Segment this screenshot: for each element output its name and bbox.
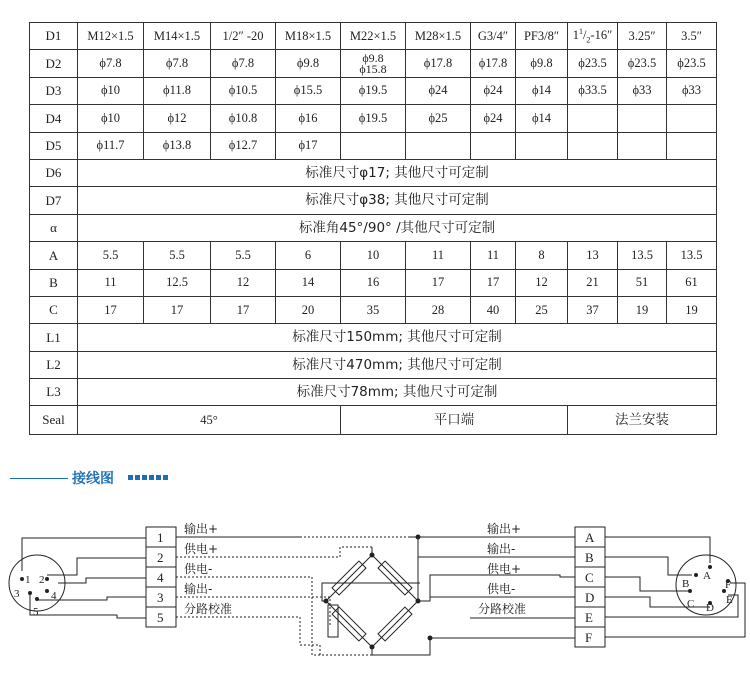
- cell: M12×1.5: [78, 23, 144, 50]
- cell: ϕ16: [276, 105, 341, 132]
- cell: ϕ10.5: [211, 77, 276, 104]
- right-terminal-letter: C: [585, 570, 594, 585]
- wire: [58, 578, 146, 583]
- row-alpha: [30, 214, 717, 241]
- cell: ϕ10: [78, 77, 144, 104]
- cell: ϕ12.7: [211, 132, 276, 159]
- cell: ϕ33: [618, 77, 667, 104]
- cell: 20: [276, 296, 341, 323]
- row-d6: [30, 159, 717, 186]
- cell: 12: [516, 269, 568, 296]
- cell: ϕ17: [276, 132, 341, 159]
- cell: 17: [471, 269, 516, 296]
- row-label: D7: [30, 187, 78, 214]
- right-pin-label: D: [706, 602, 714, 614]
- cell: ϕ11.7: [78, 132, 144, 159]
- cell: 17: [78, 296, 144, 323]
- cell: [618, 132, 667, 159]
- cell: G3/4″: [471, 23, 516, 50]
- cell: ϕ17.8: [406, 50, 471, 77]
- cell: [516, 132, 568, 159]
- right-terminal-letter: D: [585, 590, 595, 605]
- cell: M18×1.5: [276, 23, 341, 50]
- cell: ϕ24: [471, 105, 516, 132]
- row-l1: [30, 324, 717, 351]
- left-terminal-number: 1: [157, 530, 164, 545]
- seal-cell: 法兰安装: [568, 406, 717, 435]
- cell: 5.5: [211, 242, 276, 269]
- cell: 13.5: [618, 242, 667, 269]
- row-d3: [30, 77, 717, 104]
- cell: 6: [276, 242, 341, 269]
- cell: 3.5″: [667, 23, 717, 50]
- left-pin-label: 5: [33, 606, 39, 618]
- cell: ϕ25: [406, 105, 471, 132]
- cell: [667, 105, 717, 132]
- cell: ϕ9.8: [516, 50, 568, 77]
- left-pin-label: 3: [14, 588, 20, 600]
- right-pin-label: C: [687, 598, 695, 610]
- cell: ϕ12: [144, 105, 211, 132]
- right-signal-label: 供电+: [487, 562, 522, 576]
- cell: ϕ7.8: [78, 50, 144, 77]
- row-b: [30, 269, 717, 296]
- cell-fraction: $1^1/_2-16''$: [568, 23, 618, 50]
- cell: [341, 132, 406, 159]
- left-terminal-number: 3: [157, 590, 164, 605]
- cell: [568, 105, 618, 132]
- right-terminal-letter: E: [585, 610, 593, 625]
- right-signal-label: 输出-: [487, 542, 516, 556]
- cell: [406, 132, 471, 159]
- cell: ϕ33: [667, 77, 717, 104]
- row-label: D5: [30, 132, 78, 159]
- cell: M14×1.5: [144, 23, 211, 50]
- cell: ϕ14: [516, 105, 568, 132]
- cell: ϕ24: [471, 77, 516, 104]
- cell: 13.5: [667, 242, 717, 269]
- right-pin-label: F: [725, 579, 732, 591]
- cell: 5.5: [78, 242, 144, 269]
- right-pin-label: A: [703, 570, 711, 582]
- left-pin-label: 1: [25, 574, 31, 586]
- row-label: L3: [30, 379, 78, 406]
- row-label: D4: [30, 105, 78, 132]
- row-d1: [30, 23, 717, 50]
- left-signal-label: 供电-: [184, 562, 213, 576]
- cell: ϕ14: [516, 77, 568, 104]
- cell: 25: [516, 296, 568, 323]
- cell: [471, 132, 516, 159]
- frac-whole: 1: [572, 27, 579, 42]
- cell: ϕ7.8: [211, 50, 276, 77]
- header-rule: [10, 478, 68, 479]
- left-signal-label: 输出+: [184, 522, 219, 536]
- seal-cell: 平口端: [341, 406, 568, 435]
- note-cell: 标准尺寸φ17; 其他尺寸可定制: [78, 159, 717, 186]
- cell: ϕ23.5: [568, 50, 618, 77]
- cell: 14: [276, 269, 341, 296]
- seal-cell: 45°: [78, 406, 341, 435]
- cell: ϕ23.5: [618, 50, 667, 77]
- wiring-section-header: [10, 467, 260, 487]
- cell: 51: [618, 269, 667, 296]
- cell: ϕ9.8: [276, 50, 341, 77]
- cell: [618, 105, 667, 132]
- left-signal-label: 输出-: [184, 582, 213, 596]
- row-c: [30, 296, 717, 323]
- cell-stacked: [341, 50, 406, 77]
- row-label: D1: [30, 23, 78, 50]
- cell: ϕ7.8: [144, 50, 211, 77]
- stack-top: ϕ9.8: [362, 50, 384, 65]
- cell: [568, 132, 618, 159]
- cell: 3.25″: [618, 23, 667, 50]
- right-signal-label: 输出+: [487, 522, 522, 536]
- cell: 10: [341, 242, 406, 269]
- right-pin-label: B: [682, 578, 690, 590]
- cell: 8: [516, 242, 568, 269]
- left-terminal-number: 4: [157, 570, 164, 585]
- cell: 35: [341, 296, 406, 323]
- cell: 13: [568, 242, 618, 269]
- cell: 1/2″ -20: [211, 23, 276, 50]
- cell: 40: [471, 296, 516, 323]
- cell: 11: [406, 242, 471, 269]
- row-label: Seal: [30, 406, 78, 435]
- cell: 28: [406, 296, 471, 323]
- cell: ϕ10: [78, 105, 144, 132]
- row-label: L2: [30, 351, 78, 378]
- cell: ϕ19.5: [341, 105, 406, 132]
- cell: ϕ15.5: [276, 77, 341, 104]
- right-terminal-letter: F: [585, 630, 593, 645]
- cell: 12: [211, 269, 276, 296]
- left-signal-label: 分路校准: [184, 602, 233, 616]
- left-pin-label: 4: [51, 590, 57, 602]
- left-pin-label: 2: [39, 574, 45, 586]
- left-connector-outline: [9, 555, 65, 611]
- row-a: [30, 242, 717, 269]
- cell: 37: [568, 296, 618, 323]
- stack-bottom: ϕ15.8: [359, 61, 387, 76]
- row-label: α: [30, 214, 78, 241]
- cell: 17: [406, 269, 471, 296]
- right-terminal-letter: B: [585, 550, 594, 565]
- wiring-diagram: [0, 495, 750, 675]
- cell: ϕ13.8: [144, 132, 211, 159]
- cell: M22×1.5: [341, 23, 406, 50]
- bridge-outline: [326, 555, 418, 647]
- row-d7: [30, 187, 717, 214]
- frac-den: 2: [586, 35, 591, 45]
- cell: 11: [78, 269, 144, 296]
- cell: 16: [341, 269, 406, 296]
- row-label: C: [30, 296, 78, 323]
- left-terminal-number: 2: [157, 550, 164, 565]
- wiring-title: 接线图: [72, 471, 114, 487]
- cell: ϕ11.8: [144, 77, 211, 104]
- left-signal-label: 供电+: [184, 542, 219, 556]
- row-label: L1: [30, 324, 78, 351]
- row-label: D3: [30, 77, 78, 104]
- row-d4: [30, 105, 717, 132]
- cell: 21: [568, 269, 618, 296]
- specification-table: [29, 22, 717, 435]
- row-l3: [30, 379, 717, 406]
- note-cell: 标准尺寸φ38; 其他尺寸可定制: [78, 187, 717, 214]
- frac-rest: -16″: [590, 27, 613, 42]
- wire: [22, 538, 146, 571]
- cell: ϕ23.5: [667, 50, 717, 77]
- row-d5: [30, 132, 717, 159]
- cell: 61: [667, 269, 717, 296]
- row-label: D6: [30, 159, 78, 186]
- row-label: D2: [30, 50, 78, 77]
- cell: 11: [471, 242, 516, 269]
- cell: 17: [144, 296, 211, 323]
- cell: 19: [667, 296, 717, 323]
- right-signal-label: 供电-: [487, 582, 516, 596]
- cell: 5.5: [144, 242, 211, 269]
- frac-num: 1: [578, 26, 583, 36]
- right-terminal-letter: A: [585, 530, 595, 545]
- cell: M28×1.5: [406, 23, 471, 50]
- right-pin-label: E: [726, 594, 733, 606]
- note-cell: 标准尺寸78mm; 其他尺寸可定制: [78, 379, 717, 406]
- cell: [667, 132, 717, 159]
- note-cell: 标准尺寸150mm; 其他尺寸可定制: [78, 324, 717, 351]
- note-cell: 标准角45°/90° /其他尺寸可定制: [78, 214, 717, 241]
- right-signal-label: 分路校准: [478, 602, 527, 616]
- row-label: B: [30, 269, 78, 296]
- row-seal: [30, 406, 717, 435]
- note-cell: 标准尺寸470mm; 其他尺寸可定制: [78, 351, 717, 378]
- row-l2: [30, 351, 717, 378]
- cell: 17: [211, 296, 276, 323]
- row-d2: [30, 50, 717, 77]
- header-dots: [128, 475, 168, 480]
- cell: 12.5: [144, 269, 211, 296]
- wire: [47, 558, 146, 575]
- cell: ϕ17.8: [471, 50, 516, 77]
- cell: ϕ10.8: [211, 105, 276, 132]
- cell: PF3/8″: [516, 23, 568, 50]
- cell: ϕ33.5: [568, 77, 618, 104]
- cell: ϕ24: [406, 77, 471, 104]
- left-terminal-number: 5: [157, 610, 164, 625]
- cell: 19: [618, 296, 667, 323]
- cell: ϕ19.5: [341, 77, 406, 104]
- row-label: A: [30, 242, 78, 269]
